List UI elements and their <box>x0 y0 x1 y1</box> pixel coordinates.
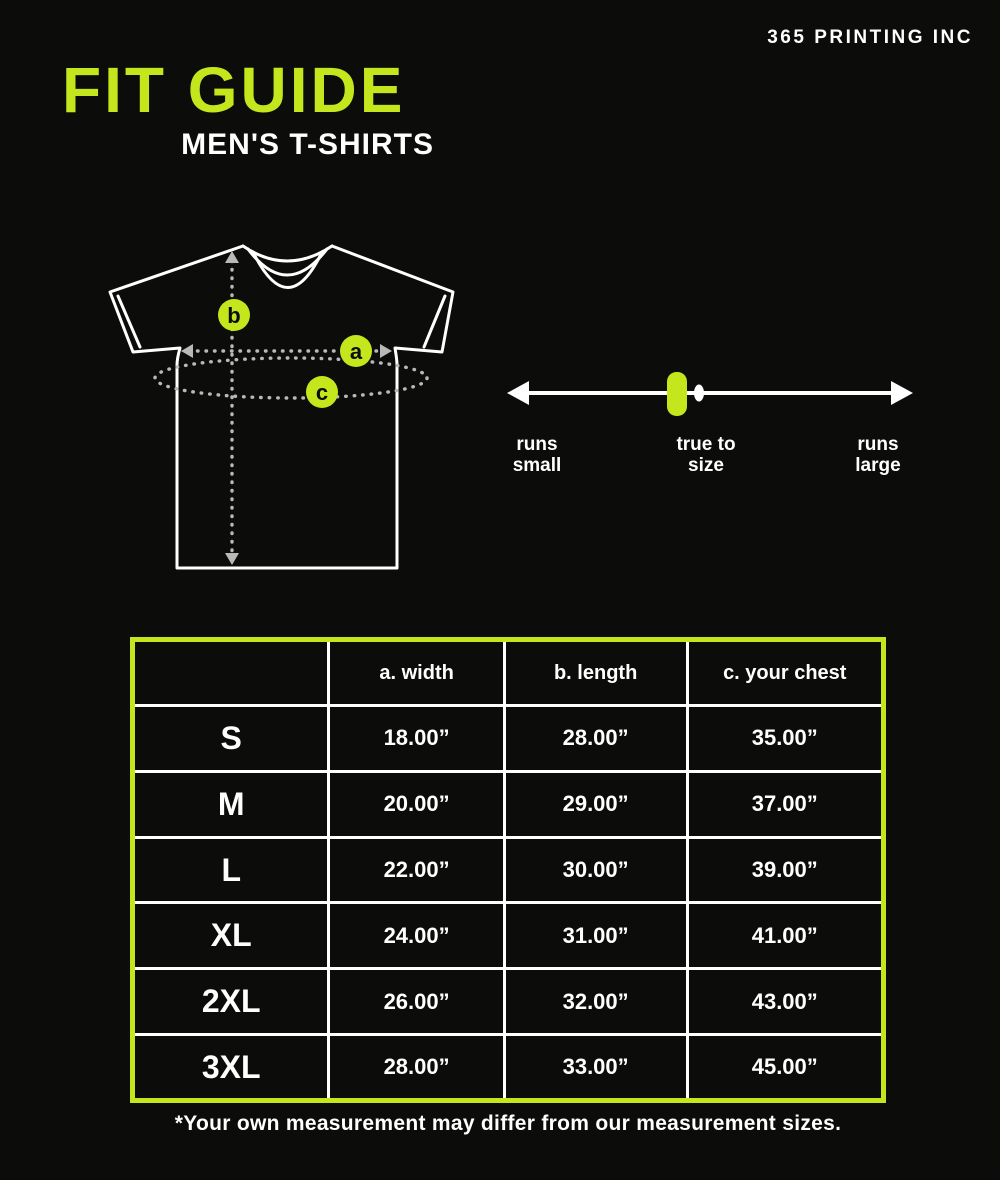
marker-a-label: a <box>349 339 363 364</box>
width-value-cell: 20.00” <box>329 771 504 837</box>
size-column-header <box>135 642 329 706</box>
width-value-cell: 24.00” <box>329 903 504 969</box>
scale-arrowhead-right-icon <box>891 381 913 405</box>
marker-c-label: c <box>315 380 329 405</box>
chest-value-cell: 35.00” <box>687 706 881 772</box>
table-row <box>135 1035 881 1098</box>
length-value-cell: 30.00” <box>504 837 687 903</box>
title-block <box>62 54 434 161</box>
size-table <box>130 637 886 1103</box>
table-row <box>135 706 881 772</box>
scale-label-runs-small: runs small <box>512 434 562 477</box>
chest-value-cell: 43.00” <box>687 969 881 1035</box>
table-row <box>135 837 881 903</box>
length-value-cell: 31.00” <box>504 903 687 969</box>
size-label-cell: XL <box>135 903 329 969</box>
tshirt-measurement-diagram <box>85 235 475 580</box>
table-row <box>135 903 881 969</box>
size-label-cell: 3XL <box>135 1035 329 1098</box>
tshirt-outline-icon <box>85 235 475 580</box>
width-value-cell: 28.00” <box>329 1035 504 1098</box>
brand-name: 365 PRINTING INC <box>767 27 973 48</box>
marker-b-label: b <box>227 303 241 328</box>
width-column-header: a. width <box>329 642 504 706</box>
width-value-cell: 18.00” <box>329 706 504 772</box>
chest-value-cell: 39.00” <box>687 837 881 903</box>
fit-scale <box>505 370 915 485</box>
chest-value-cell: 37.00” <box>687 771 881 837</box>
chest-measure-ellipse <box>155 358 427 398</box>
page-title: FIT GUIDE <box>62 54 406 126</box>
chest-value-cell: 45.00” <box>751 1054 818 1080</box>
scale-label-true-to-size: true to size <box>676 434 736 477</box>
fit-scale-arrow-icon <box>505 370 915 430</box>
marker-a <box>340 335 372 367</box>
marker-b <box>218 299 250 331</box>
size-label-cell: M <box>135 771 329 837</box>
chest-column-header: c. your chest <box>687 642 881 706</box>
width-value-cell: 26.00” <box>329 969 504 1035</box>
table-header-row <box>135 642 881 706</box>
arrowhead-right-icon <box>380 344 392 358</box>
size-label-cell: L <box>135 837 329 903</box>
table-row <box>135 771 881 837</box>
size-label-cell: S <box>135 706 329 772</box>
chest-value-cell: 41.00” <box>687 903 881 969</box>
width-value-cell: 22.00” <box>329 837 504 903</box>
marker-c <box>306 376 338 408</box>
size-label-cell: 2XL <box>135 969 329 1035</box>
length-value-cell: 33.00” <box>504 1035 687 1098</box>
footnote: *Your own measurement may differ from our measurement sizes. <box>174 1112 842 1135</box>
scale-label-runs-large: runs large <box>855 434 901 477</box>
table-row <box>135 969 881 1035</box>
length-value-cell: 32.00” <box>504 969 687 1035</box>
length-value-cell: 29.00” <box>504 771 687 837</box>
scale-arrowhead-left-icon <box>507 381 529 405</box>
length-column-header: b. length <box>504 642 687 706</box>
scale-indicator-dot-icon <box>694 385 704 402</box>
scale-indicator-pill <box>667 372 687 416</box>
arrowhead-left-icon <box>181 344 193 358</box>
page-subtitle: MEN'S T-SHIRTS <box>181 128 434 161</box>
arrowhead-down-icon <box>225 553 239 565</box>
length-value-cell: 28.00” <box>504 706 687 772</box>
